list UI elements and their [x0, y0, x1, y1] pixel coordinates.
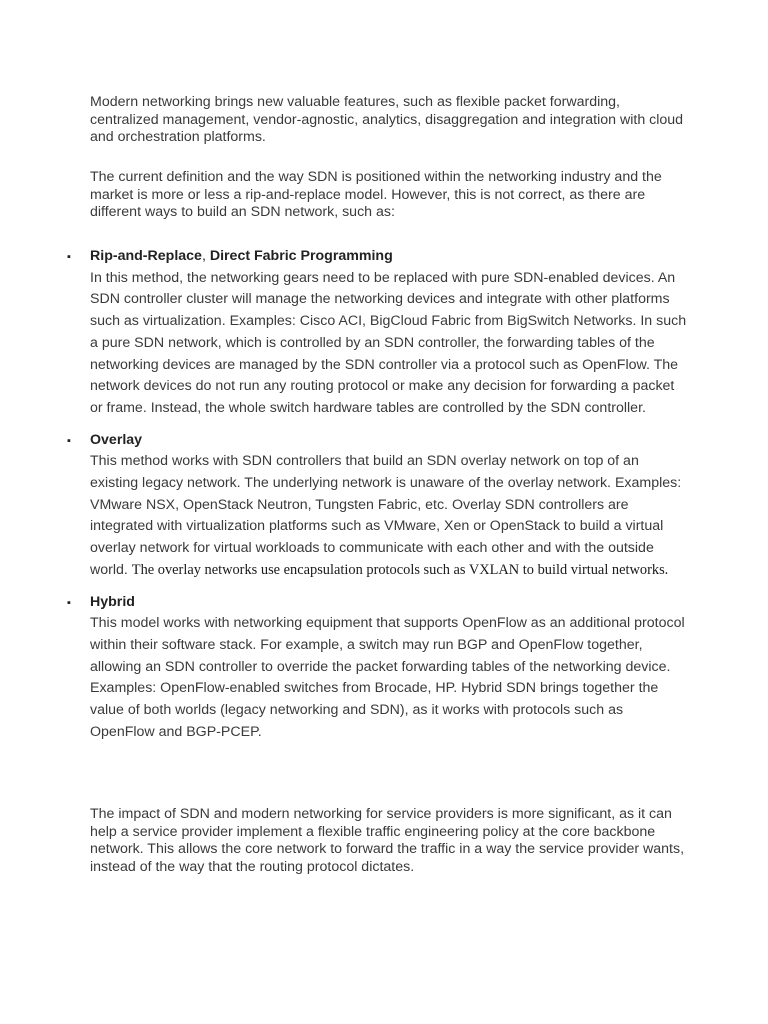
method-heading-primary: Rip-and-Replace	[90, 248, 202, 264]
method-description-serif-text: The overlay networks use encapsulation protocols such as VXLAN to build virtual networks.	[131, 561, 669, 578]
list-item-overlay	[0, 430, 690, 582]
method-heading	[90, 246, 690, 268]
method-heading: Overlay	[90, 431, 143, 448]
method-heading: Hybrid	[90, 593, 135, 610]
list-item-rip-and-replace	[0, 246, 690, 420]
definition-paragraph: The current definition and the way SDN is positioned within the networking industry and the market is more or less a rip-and-replace model. However, this is not correct, as there are different ways to build an SDN network, such as:	[90, 169, 662, 220]
heading-separator: ,	[201, 248, 210, 264]
method-description: In this method, the networking gears need to be replaced with pure SDN-enabled devices. An SDN controller cluster will manage the networking devices and integrate with other platforms such as virtualization. Examples: Cisco ACI, BigCloud Fabric from BigSwitch Networks. In such a pure SDN network, which is controlled by an SDN controller, the forwarding tables of the networking devices are managed by the SDN controller via a protocol such as OpenFlow. The network devices do not run any routing protocol or make any decision for forwarding a packet or frame. Instead, the whole switch hardware tables are controlled by the SDN controller.	[90, 269, 687, 416]
list-item-hybrid	[0, 592, 690, 744]
intro-paragraph: Modern networking brings new valuable features, such as flexible packet forwarding, centralized management, vendor-agnostic, analytics, disaggregation and integration with cloud and orchestration platforms.	[90, 94, 684, 145]
method-description-text: This method works with SDN controllers that build an SDN overlay network on top of an existing legacy network. The underlying network is unaware of the overlay network. Examples: VMware NSX, OpenStack Neutron, Tungsten Fabric, etc. Overlay SDN controllers are integrated with virtualization platforms such as VMware, Xen or OpenStack to build a virtual overlay network for virtual workloads to communicate with each other and with the outside world.	[90, 453, 682, 578]
square-bullet-icon: ▪	[67, 251, 71, 263]
square-bullet-icon: ▪	[67, 434, 71, 447]
sdn-methods-list	[0, 246, 768, 743]
method-description: This model works with networking equipment that supports OpenFlow as an additional protocol within their software stack. For example, a switch may run BGP and OpenFlow together, allowing an SDN controller to override the packet forwarding tables of the networking device. Examples: OpenFlow-enabled switches from Brocade, HP. Hybrid SDN brings together the value of both worlds (legacy networking and SDN), as it works with protocols such as OpenFlow and BGP-PCEP.	[90, 615, 685, 740]
square-bullet-icon: ▪	[67, 596, 71, 609]
conclusion-paragraph: The impact of SDN and modern networking for service providers is more significant, as it can help a service provider implement a flexible traffic engineering policy at the core backbone network. This allows the core network to forward the traffic in a way the service provider wants, instead of the way that the routing protocol dictates.	[90, 806, 685, 875]
method-description	[90, 451, 690, 581]
method-heading-secondary: Direct Fabric Programming	[209, 248, 393, 264]
